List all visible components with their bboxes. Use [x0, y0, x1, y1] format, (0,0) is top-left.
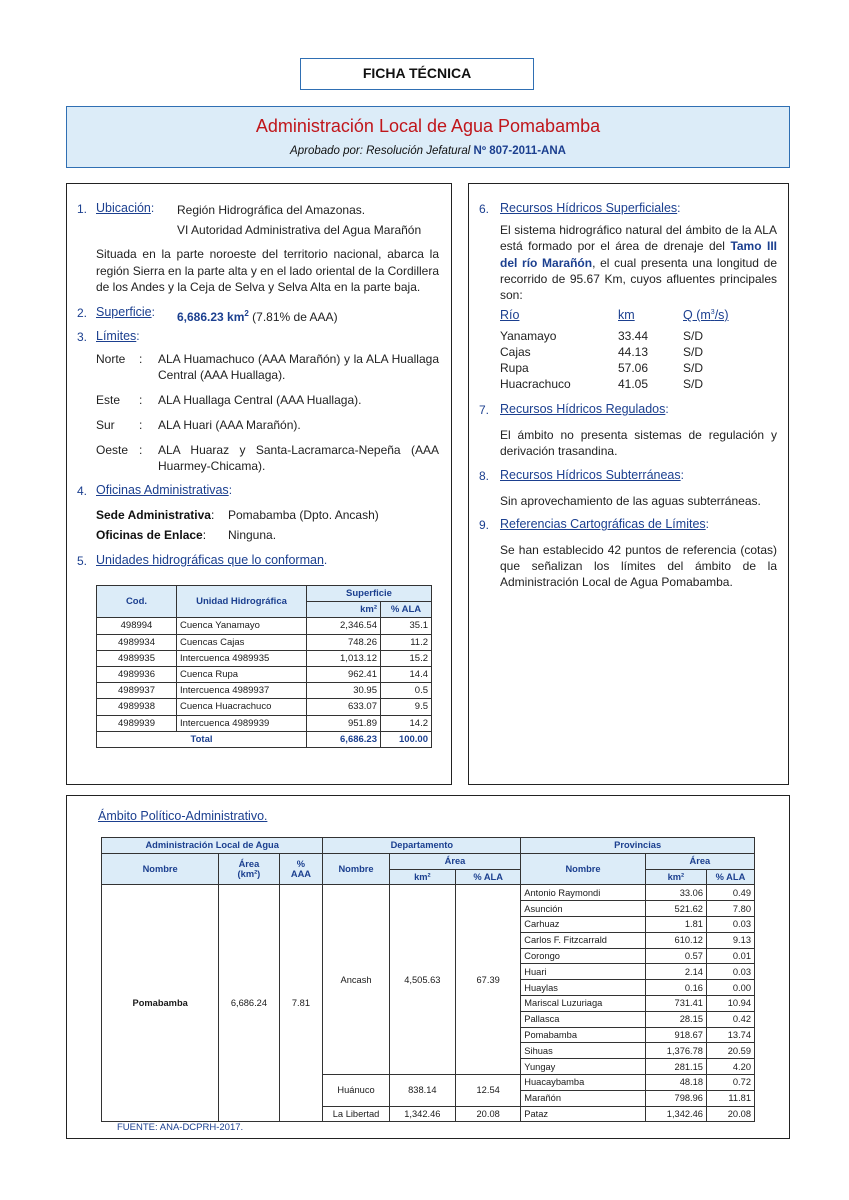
limit-dir: Sur	[96, 418, 115, 432]
cell-name: Cuenca Huacrachuco	[177, 699, 307, 715]
col-km2: km²	[307, 602, 381, 618]
limit-text: ALA Huari (AAA Marañón).	[158, 418, 301, 432]
s8-heading: Recursos Hídricos Subterráneas:	[500, 468, 684, 482]
dep-name: La Libertad	[323, 1106, 389, 1122]
prov-pct: 0.03	[706, 916, 754, 932]
river-name: Rupa	[500, 361, 529, 375]
bottom-heading: Ámbito Político-Administrativo.	[98, 809, 268, 823]
ala-pct: 7.81	[279, 885, 323, 1122]
limit-colon: :	[139, 352, 143, 366]
bottom-title: Ámbito Político-Administrativo	[98, 809, 265, 823]
cell-km2: 633.07	[307, 699, 381, 715]
prov-name: Huacaybamba	[521, 1074, 645, 1090]
s3-num: 3.	[77, 330, 88, 344]
s9-num: 9.	[479, 518, 490, 532]
s4-num: 4.	[77, 484, 88, 498]
prov-pct: 7.80	[706, 901, 754, 917]
s5-num: 5.	[77, 554, 88, 568]
prov-km2: 48.18	[645, 1074, 706, 1090]
right-panel	[468, 183, 789, 785]
col-provincias: Provincias	[521, 838, 755, 854]
prov-pct: 9.13	[706, 932, 754, 948]
s2-num: 2.	[77, 306, 88, 320]
col-prov-nombre: Nombre	[521, 853, 645, 885]
cell-km2: 748.26	[307, 634, 381, 650]
cell-name: Intercuenca 4989935	[177, 650, 307, 666]
s1-paragraph: Situada en la parte noroeste del territorio nacional, abarca la región Sierra en la parte alta y en el lado oriental de la Cordillera de los Andes y la Ceja de Selva y Selva Alta en la parte baja.	[96, 247, 439, 294]
total-row	[97, 731, 432, 747]
prov-name: Antonio Raymondi	[521, 885, 645, 901]
cell-km2: 1,013.12	[307, 650, 381, 666]
ala-area: 6,686.24	[219, 885, 279, 1122]
cell-pct: 35.1	[381, 618, 432, 634]
cell-name: Intercuenca 4989937	[177, 683, 307, 699]
s7-num: 7.	[479, 403, 490, 417]
s6-title: Recursos Hídricos Superficiales	[500, 201, 678, 215]
s7-heading: Recursos Hídricos Regulados:	[500, 402, 669, 416]
limit-text: ALA Huamachuco (AAA Marañón) y la ALA Huallaga Central (AAA Huallaga).	[158, 352, 439, 382]
cell-cod: 4989934	[97, 634, 177, 650]
s9-title: Referencias Cartográficas de Límites	[500, 517, 706, 531]
s3-heading: Límites:	[96, 329, 140, 343]
s8-title: Recursos Hídricos Subterráneas	[500, 468, 681, 482]
prov-km2: 28.15	[645, 1011, 706, 1027]
limit-colon: :	[139, 443, 143, 457]
dep-pct: 12.54	[456, 1074, 521, 1106]
prov-km2: 33.06	[645, 885, 706, 901]
prov-pct: 0.72	[706, 1074, 754, 1090]
s5-title: Unidades hidrográficas que lo conforman	[96, 553, 324, 567]
s2-heading: Superficie:	[96, 305, 155, 319]
approval-ref: Nº 807-2011-ANA	[473, 145, 566, 157]
prov-name: Huaylas	[521, 980, 645, 996]
limit-colon: :	[139, 418, 143, 432]
s1-heading: Ubicación:	[96, 201, 155, 215]
prov-name: Pataz	[521, 1106, 645, 1122]
s1-num: 1.	[77, 202, 88, 216]
col-pct: % ALA	[381, 602, 432, 618]
limit-colon: :	[139, 393, 143, 407]
dep-km2: 838.14	[389, 1074, 455, 1106]
sede-value: Pomabamba (Dpto. Ancash)	[228, 508, 379, 522]
table-row	[97, 650, 432, 666]
prov-km2: 521.62	[645, 901, 706, 917]
prov-km2: 2.14	[645, 964, 706, 980]
river-name: Cajas	[500, 345, 531, 359]
cell-pct: 0.5	[381, 683, 432, 699]
prov-km2: 610.12	[645, 932, 706, 948]
col-ala-nombre: Nombre	[102, 853, 219, 885]
prov-km2: 0.16	[645, 980, 706, 996]
cell-cod: 4989937	[97, 683, 177, 699]
cell-cod: 4989935	[97, 650, 177, 666]
col-dep-pct: % ALA	[456, 869, 521, 885]
s6-heading: Recursos Hídricos Superficiales:	[500, 201, 681, 215]
total-label: Total	[97, 731, 307, 747]
limit-dir: Este	[96, 393, 121, 407]
col-ala: Administración Local de Agua	[102, 838, 323, 854]
prov-name: Corongo	[521, 948, 645, 964]
cell-pct: 11.2	[381, 634, 432, 650]
prov-pct: 20.08	[706, 1106, 754, 1122]
page-title: Administración Local de Agua Pomabamba	[255, 116, 601, 136]
prov-pct: 10.94	[706, 995, 754, 1011]
col-prov-km2: km²	[645, 869, 706, 885]
prov-pct: 0.42	[706, 1011, 754, 1027]
prov-pct: 0.00	[706, 980, 754, 996]
col-cod: Cod.	[97, 586, 177, 618]
s5-heading: Unidades hidrográficas que lo conforman.	[96, 553, 328, 567]
left-panel	[66, 183, 452, 785]
prov-pct: 0.49	[706, 885, 754, 901]
col-superficie: Superficie	[307, 586, 432, 602]
prov-name: Carhuaz	[521, 916, 645, 932]
total-km2: 6,686.23	[307, 731, 381, 747]
prov-km2: 0.57	[645, 948, 706, 964]
prov-name: Asunción	[521, 901, 645, 917]
rivers-header-rio: Río	[500, 308, 520, 322]
cell-km2: 2,346.54	[307, 618, 381, 634]
col-ala-pct: % AAA	[279, 853, 323, 885]
prov-pct: 0.01	[706, 948, 754, 964]
table-row	[97, 715, 432, 731]
dep-pct: 20.08	[456, 1106, 521, 1122]
dep-name: Ancash	[323, 885, 389, 1075]
river-name: Yanamayo	[500, 329, 557, 343]
s9-paragraph: Se han establecido 42 puntos de referencia (cotas) que señalizan los límites del ámbito de la Administración Local de Agua Pomabamba.	[500, 543, 777, 589]
hydro-units-table	[96, 585, 432, 748]
cell-pct: 9.5	[381, 699, 432, 715]
river-name: Huacrachuco	[500, 377, 571, 391]
source-note: FUENTE: ANA-DCPRH-2017.	[117, 1122, 244, 1133]
limit-dir: Norte	[96, 352, 126, 366]
col-prov-pct: % ALA	[706, 869, 754, 885]
cell-pct: 15.2	[381, 650, 432, 666]
dep-km2: 1,342.46	[389, 1106, 455, 1122]
table-row	[97, 699, 432, 715]
political-table	[101, 837, 755, 1122]
s4-heading: Oficinas Administrativas:	[96, 483, 233, 497]
prov-pct: 11.81	[706, 1090, 754, 1106]
cell-cod: 498994	[97, 618, 177, 634]
table-row	[97, 618, 432, 634]
prov-km2: 281.15	[645, 1059, 706, 1075]
s2-value: 6,686.23 $km^2$ (7.81% de AAA)	[177, 309, 338, 324]
prov-km2: 1.81	[645, 916, 706, 932]
prov-name: Mariscal Luzuriaga	[521, 995, 645, 1011]
total-pct: 100.00	[381, 731, 432, 747]
prov-km2: 731.41	[645, 995, 706, 1011]
river-q: S/D	[683, 361, 704, 375]
prov-pct: 13.74	[706, 1027, 754, 1043]
col-unidad: Unidad Hidrográfica	[177, 586, 307, 618]
s8-num: 8.	[479, 469, 490, 483]
s2-title: Superficie	[96, 305, 152, 319]
col-prov-area: Área	[645, 853, 754, 869]
limit-text: ALA Huallaga Central (AAA Huallaga).	[158, 393, 362, 407]
prov-km2: 798.96	[645, 1090, 706, 1106]
bottom-panel	[66, 795, 790, 1139]
approval-line	[67, 145, 789, 157]
cell-name: Intercuenca 4989939	[177, 715, 307, 731]
cell-name: Cuenca Rupa	[177, 666, 307, 682]
rivers-header-q: Q $(m^3/s)$	[683, 308, 729, 322]
limit-text: ALA Huaraz y Santa-Lacramarca-Nepeña (AAA Huarmey-Chicama).	[158, 443, 439, 473]
col-ala-area: Área (km²)	[219, 853, 279, 885]
prov-name: Sihuas	[521, 1043, 645, 1059]
col-departamento: Departamento	[323, 838, 521, 854]
s4-title: Oficinas Administrativas	[96, 483, 229, 497]
table-row	[97, 666, 432, 682]
s1-title: Ubicación	[96, 201, 151, 215]
prov-name: Pomabamba	[521, 1027, 645, 1043]
prov-pct: 4.20	[706, 1059, 754, 1075]
col-dep-nombre: Nombre	[323, 853, 389, 885]
prov-name: Huari	[521, 964, 645, 980]
dep-pct: 67.39	[456, 885, 521, 1075]
river-km: 33.44	[618, 329, 649, 343]
cell-km2: 962.41	[307, 666, 381, 682]
prov-name: Pallasca	[521, 1011, 645, 1027]
cell-km2: 30.95	[307, 683, 381, 699]
prov-pct: 20.59	[706, 1043, 754, 1059]
s7-title: Recursos Hídricos Regulados	[500, 402, 666, 416]
prov-km2: 918.67	[645, 1027, 706, 1043]
ficha-title: FICHA TÉCNICA	[300, 58, 534, 90]
cell-name: Cuencas Cajas	[177, 634, 307, 650]
s6-paragraph: El sistema hidrográfico natural del ámbito de la ALA está formado por el área de drenaje del Tamo III del río Marañón, el cual presenta una longitud de recorrido de 95.67 Km, cuyos afluentes principales son:	[500, 223, 778, 303]
s1-line1: Región Hidrográfica del Amazonas.	[177, 203, 366, 217]
cell-km2: 951.89	[307, 715, 381, 731]
ala-name: Pomabamba	[102, 885, 219, 1122]
s3-title: Límites	[96, 329, 137, 343]
cell-cod: 4989939	[97, 715, 177, 731]
sede-label: Sede Administrativa:	[96, 508, 215, 522]
dep-name: Huánuco	[323, 1074, 389, 1106]
table-row	[97, 683, 432, 699]
cell-name: Cuenca Yanamayo	[177, 618, 307, 634]
table-row	[102, 885, 755, 901]
header-banner	[66, 106, 790, 168]
cell-pct: 14.4	[381, 666, 432, 682]
prov-name: Marañón	[521, 1090, 645, 1106]
enlace-value: Ninguna.	[228, 528, 277, 542]
river-km: 44.13	[618, 345, 649, 359]
s6-num: 6.	[479, 202, 490, 216]
approval-prefix: Aprobado por: Resolución Jefatural	[290, 145, 474, 157]
river-km: 57.06	[618, 361, 649, 375]
prov-pct: 0.03	[706, 964, 754, 980]
s1-line2: VI Autoridad Administrativa del Agua Marañón	[177, 223, 422, 237]
dep-km2: 4,505.63	[389, 885, 455, 1075]
prov-km2: 1,342.46	[645, 1106, 706, 1122]
prov-name: Yungay	[521, 1059, 645, 1075]
cell-cod: 4989936	[97, 666, 177, 682]
s7-paragraph: El ámbito no presenta sistemas de regulación y derivación trasandina.	[500, 428, 777, 458]
col-dep-km2: km²	[389, 869, 455, 885]
prov-name: Carlos F. Fitzcarrald	[521, 932, 645, 948]
col-dep-area: Área	[389, 853, 521, 869]
cell-cod: 4989938	[97, 699, 177, 715]
s8-paragraph: Sin aprovechamiento de las aguas subterráneas.	[500, 494, 761, 508]
river-q: S/D	[683, 377, 704, 391]
rivers-header-km: km	[618, 308, 635, 322]
river-km: 41.05	[618, 377, 649, 391]
s9-heading: Referencias Cartográficas de Límites:	[500, 517, 709, 531]
river-q: S/D	[683, 345, 704, 359]
limit-dir: Oeste	[96, 443, 129, 457]
table-row	[97, 634, 432, 650]
river-q: S/D	[683, 329, 704, 343]
enlace-label: Oficinas de Enlace:	[96, 528, 207, 542]
prov-km2: 1,376.78	[645, 1043, 706, 1059]
cell-pct: 14.2	[381, 715, 432, 731]
